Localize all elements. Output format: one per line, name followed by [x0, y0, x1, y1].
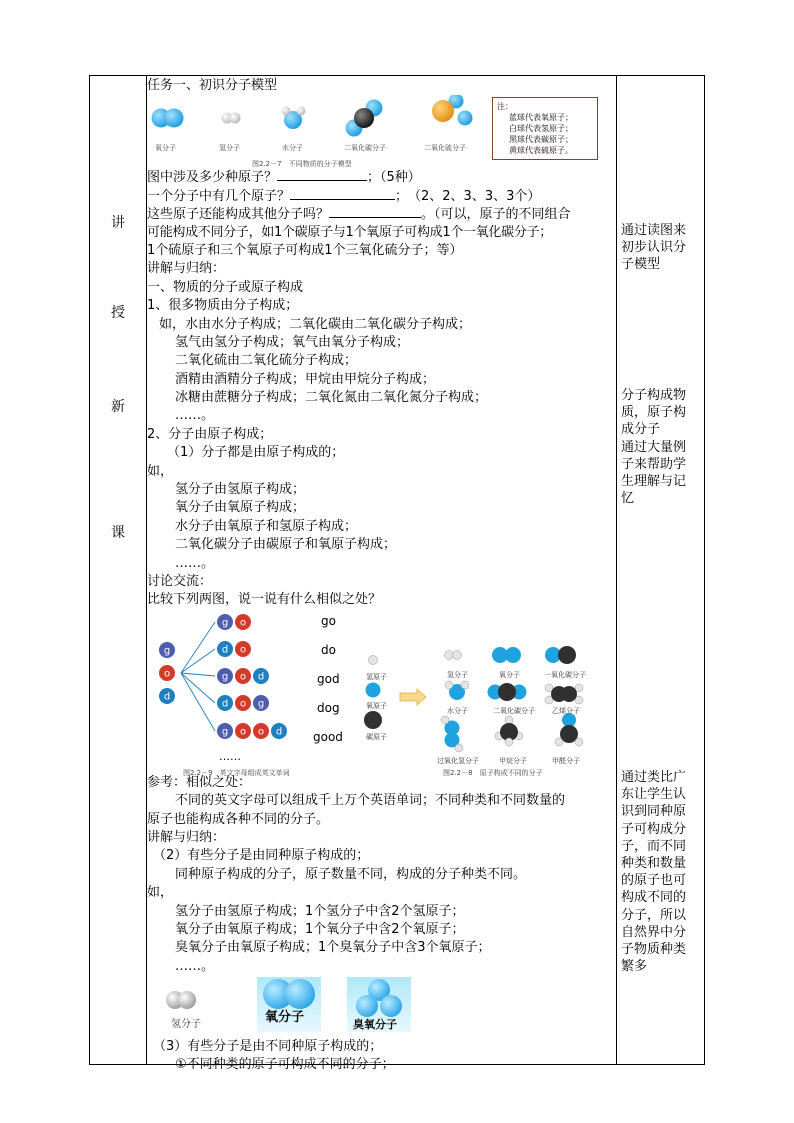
teaching-note-2	[621, 387, 701, 507]
letter-label: d	[163, 691, 171, 703]
molecule-label: 过氧化氢分子	[437, 756, 479, 765]
question-3	[147, 205, 607, 223]
text-line: 氧分子由氧原子构成；	[175, 500, 306, 516]
word: god	[317, 671, 340, 686]
note-line: 东让学生认	[621, 787, 687, 803]
text-line: 水分子由氧原子和氢原子构成；	[175, 518, 358, 534]
question-1	[147, 168, 607, 186]
teaching-note-3	[621, 769, 701, 975]
note-line: 子来帮助学	[621, 456, 687, 472]
molecule-label: 臭氧分子	[353, 1018, 397, 1032]
text-line: 原子也能构成各种不同的分子。	[147, 811, 330, 827]
hydrogen-atom	[555, 738, 563, 746]
figure-molecule-models	[147, 95, 607, 168]
note-line: 分子构成物	[621, 388, 687, 403]
text-line: （3）有些分子是由不同种原子构成的；	[153, 1039, 383, 1055]
task-title: 任务一、初识分子模型	[147, 78, 278, 93]
answer-text: ； （2、2、3、3、3个）	[395, 188, 541, 204]
teaching-note-1	[621, 222, 701, 274]
letter-ball-label: g	[221, 617, 229, 629]
text-line: 酒精由酒精分子构成；甲烷由甲烷分子构成；	[175, 371, 436, 387]
molecule-label: 一氧化碳分子	[544, 670, 586, 679]
question-text: 这些原子还能构成其他分子吗？	[147, 207, 330, 223]
text-line: ……。	[175, 958, 215, 974]
answer-text: ；（5种）	[367, 170, 421, 186]
note-line: 子，而不同	[621, 838, 687, 854]
text-line: 冰糖由蔗糖分子构成；二氧化氮由二氧化氮分子构成；	[175, 390, 488, 406]
oxygen-atom	[285, 979, 315, 1009]
note-line: 自然界中分	[621, 924, 687, 940]
text-line: ……。	[175, 555, 215, 571]
hydrogen-atom	[230, 113, 241, 124]
letter-ball-label: d	[221, 644, 229, 656]
molecule-label: 氧分子	[499, 670, 520, 679]
arrow-fan	[181, 622, 215, 731]
oxygen-atom	[380, 995, 402, 1017]
answer-blank	[290, 187, 395, 200]
word: good	[313, 729, 343, 744]
text-line: ……。	[175, 408, 215, 424]
section-heading: 讨论交流：	[147, 573, 213, 589]
note-line: 子物质种类	[621, 942, 687, 958]
note-line: 生理解与记	[621, 474, 687, 490]
oxygen-atom	[356, 995, 378, 1017]
legend-line: 蓝球代表氧原子；	[509, 113, 573, 123]
carbon-atom	[561, 686, 577, 702]
figure-caption: 图2.2－7 不同物质的分子模型	[252, 160, 352, 169]
note-line: 子模型	[621, 257, 661, 273]
note-line: 构成不同的	[621, 890, 687, 906]
side-label: 课	[111, 525, 125, 541]
section-heading: 讲解与归纳：	[147, 261, 226, 277]
note-line: 繁多	[621, 959, 648, 975]
molecule-label: 乙烯分子	[552, 706, 580, 715]
text-line: 比较下列两图，说一说有什么相似之处？	[147, 592, 382, 608]
text-line: 如，水由水分子构成；二氧化碳由二氧化碳分子构成；	[159, 316, 472, 332]
text-line: 不同的英文字母可以组成千上万个英语单词；不同种类和不同数量的	[175, 793, 566, 809]
note-line: 的原子也可	[621, 873, 687, 889]
answer-line: 可能构成不同分子，如1个碳原子与1个氧原子可构成1个一氧化碳分子；	[147, 224, 552, 240]
oxygen-atom	[505, 647, 521, 663]
main-content	[147, 77, 607, 1075]
letter-ball-label: d	[257, 671, 265, 683]
answer-line: 1个硫原子和三个氧原子可构成1个三氧化硫分子；等）	[147, 242, 463, 258]
oxygen-atom	[165, 109, 184, 128]
legend-line: 白球代表氢原子；	[509, 124, 573, 134]
molecule-label: 水分子	[447, 706, 468, 715]
hydrogen-atom	[297, 107, 306, 116]
note-line: 通过读图来	[621, 223, 687, 238]
word: do	[321, 642, 336, 657]
section-heading: 讲解与归纳：	[147, 829, 226, 845]
text-line: 同种原子构成的分子，原子数量不同，构成的分子种类不同。	[175, 866, 527, 882]
letter-ball-label: o	[239, 726, 247, 738]
side-label: 新	[111, 399, 125, 415]
letter-label: o	[163, 668, 171, 680]
answer-blank	[329, 205, 421, 218]
note-line: 通过类比广	[621, 770, 687, 785]
letter-ball-label: o	[239, 671, 247, 683]
molecule-label: 二氧化硫分子	[424, 144, 466, 153]
carbon-atom	[558, 646, 576, 664]
oxygen-atom	[458, 111, 473, 126]
letter-ball-label: o	[239, 644, 247, 656]
side-label: 授	[111, 305, 125, 321]
hydrogen-atom	[282, 107, 291, 116]
text-line: 二氧化碳分子由碳原子和氧原子构成；	[175, 537, 397, 553]
hydrogen-atom	[455, 744, 463, 752]
legend-line: 黄球代表硫原子。	[509, 146, 573, 156]
note-line: 通过大量例	[621, 439, 687, 455]
text-line: 氢气由氢分子构成；氧气由氧分子构成；	[175, 334, 410, 350]
note-line: 成分子	[621, 422, 661, 438]
word: dog	[317, 700, 340, 715]
letter-ball-label: o	[239, 698, 247, 710]
text-line: ①不同种类的原子可构成不同的分子；	[175, 1057, 395, 1073]
hydrogen-atom	[445, 650, 454, 659]
note-line: 分子，所以	[621, 907, 687, 923]
text-line: 氢分子由氢原子构成；	[175, 482, 306, 498]
answer-text: 。（可以，原子的不同组合	[421, 207, 571, 223]
question-text: 图中涉及多少种原子？	[147, 170, 278, 186]
molecule-label: 氢分子	[447, 670, 468, 679]
sulfur-atom	[432, 100, 454, 122]
letter-ball-label: o	[239, 617, 247, 629]
legend-line: 注：	[497, 102, 513, 112]
word: go	[321, 613, 336, 628]
lesson-table	[89, 75, 705, 1073]
letter-ball-label: g	[221, 671, 229, 683]
letter-ball-label: d	[275, 726, 283, 738]
hydrogen-atom	[575, 738, 583, 746]
letter-ball-label: d	[221, 698, 229, 710]
note-line: 忆	[621, 491, 635, 507]
molecule-grid	[364, 646, 583, 752]
letter-label: g	[163, 645, 171, 657]
molecule-label: 二氧化碳分子	[344, 144, 386, 153]
hydrogen-atom	[505, 738, 513, 746]
note-line: 质，原子构	[621, 405, 687, 421]
text-line: 参考：相似之处：	[147, 774, 252, 790]
figure-comparison	[147, 610, 607, 777]
carbon-atom	[354, 108, 374, 128]
text-line: 1、很多物质由分子构成；	[147, 298, 299, 314]
figure-legend	[492, 97, 598, 160]
letter-ball-label: o	[257, 726, 265, 738]
text-line: 氢分子由氢原子构成；1个氢分子中含2个氢原子；	[175, 903, 465, 919]
atom-label: 氧原子	[366, 701, 387, 710]
text-line: 臭氧分子由氧原子构成；1个臭氧分子中含3个氧原子；	[175, 940, 491, 956]
text-line: 如，	[147, 885, 174, 901]
question-text: 一个分子中有几个原子？	[147, 188, 291, 204]
molecule-label: 甲烷分子	[499, 756, 527, 765]
letter-ball-label: g	[257, 698, 265, 710]
figure-h2-o2-o3	[147, 976, 607, 1038]
text-line: 2、分子由原子构成；	[147, 426, 273, 442]
hydrogen-atom	[178, 991, 196, 1009]
word-balls	[217, 614, 287, 739]
figure-caption: 图2.2－9 英文字母组成英文单词	[183, 768, 290, 777]
hydrogen-atom	[453, 650, 462, 659]
molecule-label: 甲醛分子	[552, 756, 580, 765]
hydrogen-atom	[369, 655, 378, 664]
text-line: 氧分子由氧原子构成；1个氧分子中含2个氧原子；	[175, 921, 465, 937]
text-line: （1）分子都是由原子构成的；	[167, 445, 345, 461]
molecule-label: 氢分子	[171, 1019, 201, 1031]
molecule-label: 氢分子	[219, 144, 240, 153]
ellipsis: ……	[219, 749, 241, 763]
molecule-label: 水分子	[282, 144, 303, 153]
molecule-label: 氧分子	[265, 1010, 305, 1026]
note-line: 子可构成分	[621, 821, 687, 837]
side-label: 讲	[111, 215, 125, 231]
note-line: 初步认识分	[621, 240, 687, 256]
molecule-label: 氧分子	[155, 144, 176, 153]
note-line: 种类和数量	[621, 856, 687, 872]
letter-ball-label: g	[221, 726, 229, 738]
text-line: 如，	[147, 463, 174, 479]
yellow-arrow	[400, 689, 426, 705]
molecule-label: 二氧化碳分子	[493, 706, 535, 715]
column-divider	[616, 76, 617, 1064]
note-line: 识到同种原	[621, 804, 687, 820]
legend-line: 黑球代表碳原子；	[509, 135, 573, 145]
section-heading: 一、物质的分子或原子构成	[147, 279, 304, 295]
carbon-atom	[498, 683, 516, 701]
atom-label: 氢原子	[366, 672, 387, 681]
atom-label: 碳原子	[366, 732, 387, 741]
question-2	[147, 187, 607, 205]
text-line: （2）有些分子是由同种原子构成的；	[153, 848, 370, 864]
text-line: 二氧化硫由二氧化硫分子构成；	[175, 353, 358, 369]
figure-caption: 图2.2－8 原子构成不同的分子	[443, 768, 543, 777]
letters-and-molecules-svg	[147, 610, 607, 774]
